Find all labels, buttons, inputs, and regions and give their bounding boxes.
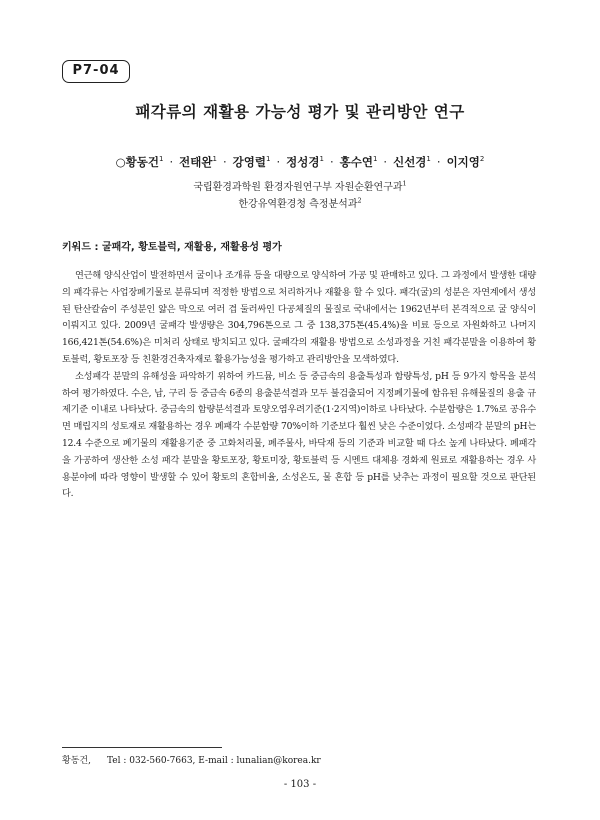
- paper-title: 패각류의 재활용 가능성 평가 및 관리방안 연구: [135, 103, 465, 121]
- author-separator: ·: [222, 155, 227, 169]
- author-affiliation-mark: 1: [159, 155, 164, 164]
- author-name-text: 신선경: [393, 155, 427, 169]
- author-name: [286, 155, 324, 169]
- author-name-text: 홍수연: [339, 155, 373, 169]
- author-separator: ·: [436, 155, 441, 169]
- abstract: [62, 268, 536, 503]
- author-affiliation-mark: 1: [372, 155, 378, 164]
- author-name-text: 전태완: [179, 155, 213, 169]
- abstract-paragraph-1: 연근해 양식산업이 발전하면서 굴이나 조개류 등을 대량으로 양식하여 가공 및 판매하고 있다. 그 과정에서 발생한 대량의 패각류는 사업장폐기물로 분류되며 적정한 방법으로 처리하거나 재활용 할 수 있다. 패각(굴)의 성분은 자연계에서 생성된 탄산칼슘이 주성분인 얇은 막으로 여러 겹 둘러싸인 다공체질의 물질로 국내에서는 1962년부터 본격적으로 굴 양식이 이뤄지고 있다. 2009년 굴패각 발생량은 304,796톤으로 그 중 138,375톤(45.4%)을 비료 등으로 자원화하고 나머지 166,421톤(54.6%)은 미처리 상태로 방치되고 있다. 굴패각의 재활용 방법으로 소성과정을 거친 패각분말을 이용하여 황토블럭, 황토포장 등 친환경건축자재로 활용가능성을 평가하고 관리방안을 모색하였다.: [62, 270, 536, 365]
- author-name-text: 정성경: [286, 155, 320, 169]
- keywords: 키워드 : 굴패각, 황토블럭, 재활용, 재활용성 평가: [62, 242, 282, 253]
- author-list: [0, 154, 600, 170]
- author-affiliation-mark: 1: [212, 155, 217, 164]
- author-separator: ·: [276, 155, 281, 169]
- author-affiliation-mark: 1: [426, 155, 431, 164]
- author-separator: ·: [329, 155, 334, 169]
- footnote-email: E-mail : lunalian@korea.kr: [198, 756, 321, 766]
- author-name: [393, 155, 431, 169]
- footnote-divider: [62, 747, 222, 748]
- author-name: [116, 155, 164, 169]
- affiliation-2: [0, 195, 600, 210]
- author-name-text: 강영렬: [232, 155, 266, 169]
- affiliation-2-mark: 2: [357, 196, 362, 205]
- author-name: [447, 155, 485, 169]
- affiliation-1-mark: 1: [402, 179, 407, 188]
- author-name: [340, 155, 378, 169]
- session-code-badge: P7-04: [62, 60, 130, 83]
- footnote-tel: Tel : 032-560-7663,: [106, 756, 196, 766]
- author-separator: ·: [169, 155, 174, 169]
- affiliation-2-text: 한강유역환경청 측정분석과: [238, 199, 358, 210]
- affiliation-1-text: 국립환경과학원 환경자원연구부 자원순환연구과: [193, 182, 403, 193]
- author-affiliation-mark: 1: [265, 155, 271, 164]
- footnote: [62, 753, 321, 766]
- author-name: [233, 155, 271, 169]
- author-affiliation-mark: 2: [479, 155, 485, 164]
- abstract-paragraph-2: 소성패각 분말의 유해성을 파악하기 위하여 카드뮴, 비소 등 중금속의 용출특성과 함량특성, pH 등 9가지 항목을 분석하여 평가하였다. 수은, 납, 구리 등 중금속 6종의 용출분석결과 모두 불검출되어 지정폐기물에 함유된 유해물질의 용출 규제기준 이내로 나타났다. 중금속의 함량분석결과 토양오염우려기준(1·2지역)이하로 나타났다. 수분함량은 1.7%로 공유수면 매립지의 성토재로 재활용하는 경우 폐패각 수분함량 70%이하 기준보다 훨씬 낮은 수준이었다. 소성패각 분말의 pH는 12.4 수준으로 폐기물의 재활용기준 중 고화처리물, 폐주물사, 바닥재 등의 기준과 비교할 때 다소 높게 나타났다. 폐패각을 가공하여 생산한 소성 패각 분말을 황토포장, 황토미장, 황토블럭 등 시멘트 대체용 경화제 원료로 재활용하는 경우 사용분야에 따라 영향이 발생할 수 있어 황토의 혼합비율, 소성온도, 물 혼합 등 pH를 낮추는 과정이 필요할 것으로 판단된다.: [62, 370, 536, 500]
- affiliation-1: [0, 178, 600, 193]
- author-name-text: ○황동건: [115, 155, 159, 169]
- author-separator: ·: [383, 155, 388, 169]
- page-number: - 103 -: [283, 779, 317, 790]
- footnote-name: 황동건,: [62, 756, 91, 766]
- author-name: [179, 155, 217, 169]
- author-affiliation-mark: 1: [319, 155, 324, 164]
- author-name-text: 이지영: [446, 155, 480, 169]
